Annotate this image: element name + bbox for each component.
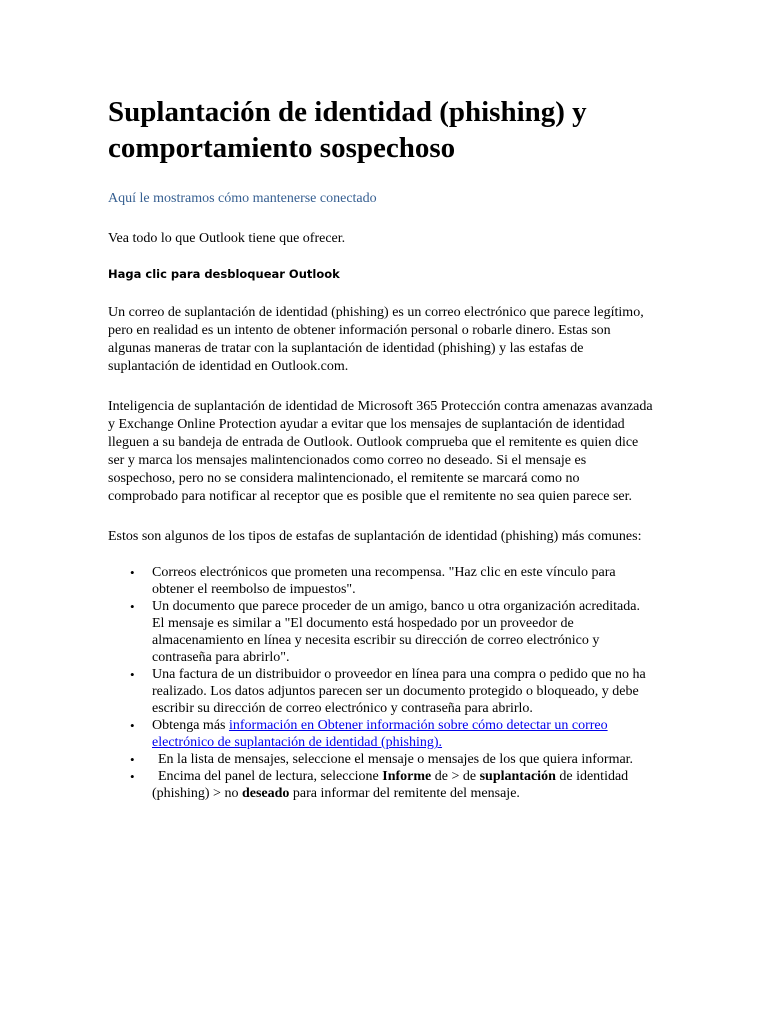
list-item-step-1 <box>152 751 652 768</box>
step-2-text-1: Encima del panel de lectura, seleccione <box>158 769 383 784</box>
more-info-prefix: Obtenga más <box>152 718 229 733</box>
intro-text: Vea todo lo que Outlook tiene que ofrecer. <box>108 231 346 246</box>
page-title: Suplantación de identidad (phishing) y comportamiento sospechoso <box>108 96 587 164</box>
paragraph-scam-types: Estos son algunos de los tipos de estafas de suplantación de identidad (phishing) más comunes: <box>108 529 642 544</box>
paragraph-phishing-definition: Un correo de suplantación de identidad (phishing) es un correo electrónico que parece legítimo, pero en realidad es un intento de obtener información personal o robarle dinero. Estas son algunas maneras de tratar con la suplantación de identidad (phishing) y las estafas de suplantación de identidad en Outlook.com. <box>108 305 644 374</box>
scam-list <box>108 564 652 802</box>
phishing-info-link[interactable]: información en Obtener información sobre cómo detectar un correo electrónico de suplantación de identidad (phishing). <box>152 718 608 750</box>
list-item: • Un documento que parece proceder de un amigo, banco u otra organización acreditada. El mensaje es similar a "El documento está hospedado por un proveedor de almacenamiento en línea y necesita escribir su dirección de correo electrónico y contraseña para abrirlo". <box>152 598 652 666</box>
step-2-text-4: para informar del remitente del mensaje. <box>289 786 520 801</box>
step-1-text: En la lista de mensajes, seleccione el mensaje o mensajes de los que quiera informar. <box>158 752 634 767</box>
step-2-text-2: de > de <box>431 769 480 784</box>
subtitle: Aquí le mostramos cómo mantenerse conectado <box>108 191 377 206</box>
step-2-text-3: de identidad (phishing) > no <box>152 769 629 801</box>
step-2-bold-junk: deseado <box>241 786 290 801</box>
list-item-step-2 <box>152 768 652 802</box>
step-2-bold-phishing: suplantación <box>479 769 556 784</box>
list-item: • Una factura de un distribuidor o proveedor en línea para una compra o pedido que no ha realizado. Los datos adjuntos parecen ser un documento protegido o bloqueado, y debe escribir su dirección de correo electrónico y contraseña para abrirlo. <box>152 666 652 717</box>
paragraph-microsoft-protection: Inteligencia de suplantación de identidad de Microsoft 365 Protección contra amenazas avanzada y Exchange Online Protection ayudar a evitar que los mensajes de suplantación de identidad lleguen a su bandeja de entrada de Outlook. Outlook comprueba que el remitente es quien dice ser y marca los mensajes malintencionados como correo no deseado. Si el mensaje es sospechoso, pero no se considera malintencionado, el remitente se marcará como no comprobado para notificar al receptor que es posible que el remitente no sea quien parece ser. <box>108 399 653 504</box>
list-item: • Correos electrónicos que prometen una recompensa. "Haz clic en este vínculo para obtener el reembolso de impuestos". <box>152 564 652 598</box>
list-item-more-info <box>152 717 652 751</box>
step-2-bold-report: Informe <box>382 769 432 784</box>
unlock-outlook-link[interactable]: Haga clic para desbloquear Outlook <box>108 267 340 281</box>
